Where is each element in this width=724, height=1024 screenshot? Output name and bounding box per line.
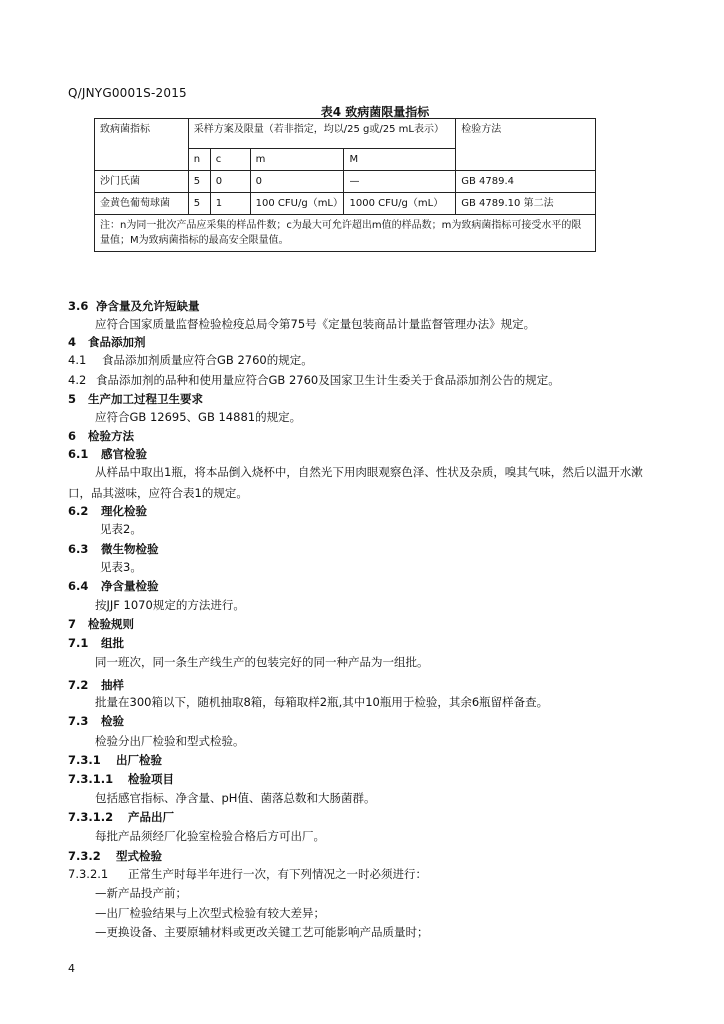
section-7-3-1-1-text: 包括感官指标、净含量、pH值、菌落总数和大肠菌群。 xyxy=(95,791,376,805)
section-7-3-2-heading: 7.3.2 型式检验 xyxy=(68,849,162,863)
section-6-2-heading: 6.2 理化检验 xyxy=(68,504,147,518)
section-6-2-text: 见表2。 xyxy=(100,522,142,536)
cell-name: 沙门氏菌 xyxy=(95,171,189,193)
list-item: —新产品投产前； xyxy=(95,886,187,900)
section-3-6-text: 应符合国家质量监督检验检疫总局令第75号《定量包装商品计量监督管理办法》规定。 xyxy=(95,317,536,331)
cell-m: 100 CFU/g（mL） xyxy=(250,193,344,215)
section-7-1-heading: 7.1 组批 xyxy=(68,636,124,650)
section-4-1: 4.1 食品添加剂质量应符合GB 2760的规定。 xyxy=(68,353,313,367)
table-row xyxy=(95,193,596,215)
cell-M: — xyxy=(344,171,456,193)
list-item: —出厂检验结果与上次型式检验有较大差异； xyxy=(95,906,325,920)
section-6-heading: 6 检验方法 xyxy=(68,429,134,443)
header-sampling: 采样方案及限量（若非指定，均以/25 g或/25 mL表示） xyxy=(188,119,456,149)
document-code: Q/JNYG0001S-2015 xyxy=(68,86,187,100)
cell-m: 0 xyxy=(250,171,344,193)
page-number: 4 xyxy=(68,962,75,975)
subheader-M: M xyxy=(344,149,456,171)
pathogen-limit-table xyxy=(94,118,596,252)
section-4-2: 4.2 食品添加剂的品种和使用量应符合GB 2760及国家卫生计生委关于食品添加剂公告的规定。 xyxy=(68,373,560,387)
section-7-3-text: 检验分出厂检验和型式检验。 xyxy=(95,734,245,748)
section-7-3-1-1-heading: 7.3.1.1 检验项目 xyxy=(68,772,174,786)
cell-c: 1 xyxy=(210,193,250,215)
section-5-heading: 5 生产加工过程卫生要求 xyxy=(68,392,203,406)
section-5-text: 应符合GB 12695、GB 14881的规定。 xyxy=(95,410,302,424)
section-7-3-1-2-text: 每批产品须经厂化验室检验合格后方可出厂。 xyxy=(95,829,325,843)
section-6-1-heading: 6.1 感官检验 xyxy=(68,447,147,461)
section-7-heading: 7 检验规则 xyxy=(68,617,134,631)
cell-n: 5 xyxy=(188,171,210,193)
section-7-3-1-2-heading: 7.3.1.2 产品出厂 xyxy=(68,810,174,824)
section-7-2-text: 批量在300箱以下，随机抽取8箱，每箱取样2瓶,其中10瓶用于检验，其余6瓶留样备查。 xyxy=(95,695,549,709)
table-note: 注：n为同一批次产品应采集的样品件数；c为最大可允许超出m值的样品数；m为致病菌指标可接受水平的限量值；M为致病菌指标的最高安全限量值。 xyxy=(95,215,596,252)
section-6-1-text: 从样品中取出1瓶，将本品倒入烧杯中，自然光下用肉眼观察色泽、性状及杂质，嗅其气味，然后以温开水漱口，品其滋味，应符合表1的规定。 xyxy=(68,465,643,500)
cell-method: GB 4789.10 第二法 xyxy=(456,193,596,215)
table-row xyxy=(95,171,596,193)
cell-c: 0 xyxy=(210,171,250,193)
list-item: —更换设备、主要原辅材料或更改关键工艺可能影响产品质量时； xyxy=(95,925,429,939)
cell-method: GB 4789.4 xyxy=(456,171,596,193)
section-6-4-heading: 6.4 净含量检验 xyxy=(68,579,159,593)
section-7-2-heading: 7.2 抽样 xyxy=(68,678,124,692)
section-6-3-heading: 6.3 微生物检验 xyxy=(68,542,159,556)
header-method: 检验方法 xyxy=(456,119,596,171)
cell-name: 金黄色葡萄球菌 xyxy=(95,193,189,215)
subheader-c: c xyxy=(210,149,250,171)
section-3-6-heading: 3.6 净含量及允许短缺量 xyxy=(68,299,200,313)
section-7-1-text: 同一班次，同一条生产线生产的包装完好的同一种产品为一组批。 xyxy=(95,655,429,669)
subheader-n: n xyxy=(188,149,210,171)
subheader-m: m xyxy=(250,149,344,171)
section-6-4-text: 按JJF 1070规定的方法进行。 xyxy=(95,598,245,612)
header-pathogen: 致病菌指标 xyxy=(95,119,189,171)
section-7-3-heading: 7.3 检验 xyxy=(68,714,124,728)
cell-n: 5 xyxy=(188,193,210,215)
section-4-heading: 4 食品添加剂 xyxy=(68,335,146,349)
section-7-3-1-heading: 7.3.1 出厂检验 xyxy=(68,753,162,767)
section-7-3-2-1: 7.3.2.1 正常生产时每半年进行一次，有下列情况之一时必须进行： xyxy=(68,867,427,881)
section-6-3-text: 见表3。 xyxy=(100,560,142,574)
table-caption: 表4 致病菌限量指标 xyxy=(320,105,430,119)
cell-M: 1000 CFU/g（mL） xyxy=(344,193,456,215)
